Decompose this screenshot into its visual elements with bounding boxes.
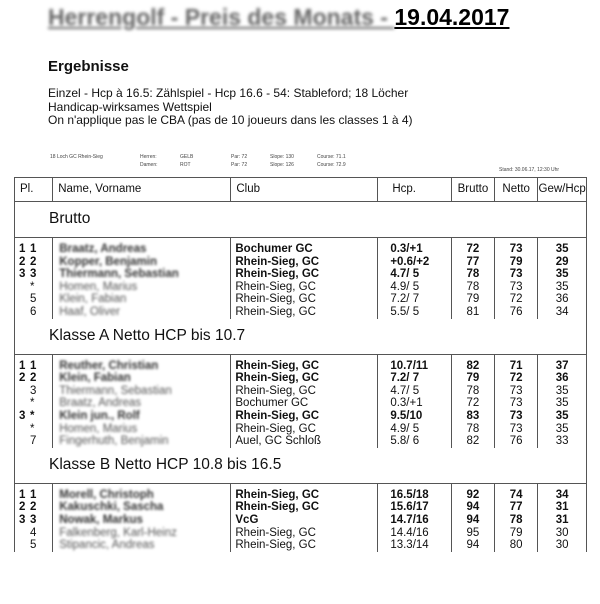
table-row — [15, 385, 587, 398]
player-name-cell — [53, 281, 231, 294]
gew-cell: 37 — [538, 354, 587, 372]
brutto-cell: 83 — [451, 410, 494, 423]
section-title: Brutto — [15, 202, 587, 238]
player-name-cell — [53, 423, 231, 436]
place-class: 5 — [30, 293, 37, 306]
table-row — [15, 501, 587, 514]
gew-cell: 33 — [538, 435, 587, 448]
netto-cell: 73 — [495, 281, 538, 294]
hcp-cell: 13.3/14 — [378, 539, 451, 552]
table-row — [15, 256, 587, 269]
place-class: 1 — [30, 243, 37, 255]
gew-cell: 35 — [538, 385, 587, 398]
title-date: 19.04.2017 — [394, 4, 510, 30]
hcp-cell: 4.9/ 5 — [378, 423, 451, 436]
player-name: Braatz, Andreas — [59, 243, 147, 255]
hcp-cell: 14.7/16 — [378, 514, 451, 527]
gew-cell: 29 — [538, 256, 587, 269]
player-name: Nowak, Markus — [59, 513, 143, 526]
place-cell — [15, 527, 53, 540]
info-line: Handicap-wirksames Wettspiel — [48, 99, 212, 114]
player-name: Kakuschki, Sascha — [59, 501, 164, 514]
club-cell: Rhein-Sieg, GC — [231, 385, 378, 398]
player-name-cell — [53, 514, 231, 527]
player-name: Homen, Marius — [59, 280, 138, 293]
netto-cell: 74 — [495, 483, 538, 501]
place-overall: 1 — [19, 488, 26, 501]
brutto-cell: 82 — [451, 435, 494, 448]
club-cell: Rhein-Sieg, GC — [231, 527, 378, 540]
gew-cell: 31 — [538, 514, 587, 527]
place-overall: 3 — [19, 513, 26, 526]
player-name: Thiermann, Sebastian — [59, 384, 172, 397]
brutto-cell: 79 — [451, 293, 494, 306]
hcp-cell: 5.8/ 6 — [378, 435, 451, 448]
header-pl: Pl. — [15, 178, 53, 202]
page-title — [48, 4, 509, 31]
hcp-cell: 10.7/11 — [378, 354, 451, 372]
results-table — [14, 177, 587, 552]
section-heading-row — [15, 448, 587, 484]
club-cell: Bochumer GC — [231, 238, 378, 256]
place-overall: 1 — [19, 359, 26, 372]
place-class: 2 — [30, 372, 37, 385]
brutto-cell: 72 — [451, 397, 494, 410]
header-netto: Netto — [495, 178, 538, 202]
gew-cell: 36 — [538, 293, 587, 306]
gew-cell: 35 — [538, 423, 587, 436]
brutto-cell: 78 — [451, 268, 494, 281]
table-row — [15, 306, 587, 319]
place-class: 2 — [30, 501, 37, 514]
place-cell — [15, 423, 53, 436]
hcp-cell: 9.5/10 — [378, 410, 451, 423]
player-name-cell — [53, 501, 231, 514]
place-cell — [15, 385, 53, 398]
gew-cell: 30 — [538, 527, 587, 540]
netto-cell: 79 — [495, 256, 538, 269]
club-cell: Rhein-Sieg, GC — [231, 306, 378, 319]
brutto-cell: 82 — [451, 354, 494, 372]
player-name-cell — [53, 410, 231, 423]
club-cell: Auel, GC Schloß — [231, 435, 378, 448]
hcp-cell: 4.7/ 5 — [378, 268, 451, 281]
place-class: 3 — [30, 384, 37, 397]
tee-colors: GELB ROT — [180, 154, 194, 168]
place-cell — [15, 372, 53, 385]
gew-cell: 34 — [538, 306, 587, 319]
netto-cell: 76 — [495, 435, 538, 448]
player-name: Falkenberg, Karl-Heinz — [59, 526, 177, 539]
header-name: Name, Vorname — [53, 178, 231, 202]
table-row — [15, 268, 587, 281]
par-values: Par: 72 Par: 72 — [231, 154, 248, 168]
netto-cell: 73 — [495, 397, 538, 410]
gew-cell: 35 — [538, 397, 587, 410]
table-row — [15, 435, 587, 448]
place-cell — [15, 483, 53, 501]
player-name: Thiermann, Sebastian — [59, 268, 179, 281]
place-cell — [15, 354, 53, 372]
netto-cell: 73 — [495, 423, 538, 436]
table-row — [15, 410, 587, 423]
info-line: Einzel - Hcp à 16.5: Zählspiel - Hcp 16.6 - 54: Stableford; 18 Löcher — [48, 86, 409, 100]
player-name: Stipancic, Andreas — [59, 539, 155, 552]
club-cell: Rhein-Sieg, GC — [231, 410, 378, 423]
player-name: Kopper, Benjamin — [59, 255, 158, 268]
brutto-cell: 92 — [451, 483, 494, 501]
table-row — [15, 238, 587, 256]
gew-cell: 31 — [538, 501, 587, 514]
gew-cell: 35 — [538, 281, 587, 294]
player-name-cell — [53, 238, 231, 256]
place-class: 3 — [30, 513, 37, 526]
table-row — [15, 397, 587, 410]
place-class: 5 — [30, 539, 37, 552]
brutto-cell: 94 — [451, 501, 494, 514]
netto-cell: 72 — [495, 293, 538, 306]
hcp-cell: 7.2/ 7 — [378, 372, 451, 385]
brutto-cell: 95 — [451, 527, 494, 540]
club-cell: Rhein-Sieg, GC — [231, 483, 378, 501]
brutto-cell: 81 — [451, 306, 494, 319]
player-name: Homen, Marius — [59, 422, 138, 435]
club-cell: Rhein-Sieg, GC — [231, 372, 378, 385]
netto-cell: 80 — [495, 539, 538, 552]
place-class: * — [30, 409, 35, 422]
brutto-cell: 78 — [451, 423, 494, 436]
competition-info — [48, 87, 413, 128]
course-name: 18 Loch GC Rhein-Sieg — [50, 154, 103, 160]
club-cell: Rhein-Sieg, GC — [231, 268, 378, 281]
netto-cell: 73 — [495, 268, 538, 281]
info-line: On n'applique pas le CBA (pas de 10 joueurs dans les classes 1 à 4) — [48, 113, 413, 127]
place-cell — [15, 238, 53, 256]
place-cell — [15, 293, 53, 306]
brutto-cell: 77 — [451, 256, 494, 269]
course-rating-values: Course: 71.1 Course: 72.9 — [317, 154, 346, 168]
brutto-cell: 94 — [451, 514, 494, 527]
table-row — [15, 354, 587, 372]
brutto-cell: 78 — [451, 385, 494, 398]
player-name: Klein jun., Rolf — [59, 409, 140, 422]
club-cell: Rhein-Sieg, GC — [231, 281, 378, 294]
hcp-cell: 0.3/+1 — [378, 238, 451, 256]
header-gew: Gew/Hcp — [538, 178, 587, 202]
player-name: Klein, Fabian — [59, 372, 131, 385]
club-cell: Rhein-Sieg, GC — [231, 539, 378, 552]
place-class: * — [30, 280, 35, 293]
netto-cell: 78 — [495, 514, 538, 527]
player-name-cell — [53, 256, 231, 269]
place-overall: 1 — [19, 243, 26, 255]
player-name-cell — [53, 483, 231, 501]
header-club: Club — [231, 178, 378, 202]
brutto-cell: 79 — [451, 372, 494, 385]
club-cell: Rhein-Sieg, GC — [231, 256, 378, 269]
player-name: Reuther, Christian — [59, 359, 159, 372]
place-cell — [15, 268, 53, 281]
slope-values: Slope: 130 Slope: 126 — [270, 154, 294, 168]
hcp-cell: 0.3/+1 — [378, 397, 451, 410]
table-row — [15, 514, 587, 527]
player-name-cell — [53, 354, 231, 372]
place-cell — [15, 306, 53, 319]
place-cell — [15, 410, 53, 423]
place-class: * — [30, 397, 35, 410]
table-row — [15, 372, 587, 385]
gew-cell: 35 — [538, 268, 587, 281]
player-name: Fingerhuth, Benjamin — [59, 435, 169, 448]
player-name-cell — [53, 306, 231, 319]
netto-cell: 71 — [495, 354, 538, 372]
place-cell — [15, 281, 53, 294]
gew-cell: 34 — [538, 483, 587, 501]
hcp-cell: 5.5/ 5 — [378, 306, 451, 319]
place-class: 6 — [30, 305, 37, 318]
player-name-cell — [53, 293, 231, 306]
place-overall: 2 — [19, 255, 26, 268]
club-cell: VcG — [231, 514, 378, 527]
player-name-cell — [53, 539, 231, 552]
hcp-cell: 16.5/18 — [378, 483, 451, 501]
table-row — [15, 423, 587, 436]
header-brutto: Brutto — [451, 178, 494, 202]
club-cell: Bochumer GC — [231, 397, 378, 410]
netto-cell: 73 — [495, 385, 538, 398]
netto-cell: 79 — [495, 527, 538, 540]
section-heading-row — [15, 202, 587, 238]
hcp-cell: 7.2/ 7 — [378, 293, 451, 306]
place-cell — [15, 539, 53, 552]
place-class: 7 — [30, 435, 37, 448]
place-cell — [15, 397, 53, 410]
player-name: Klein, Fabian — [59, 293, 127, 306]
section-title: Klasse B Netto HCP 10.8 bis 16.5 — [15, 448, 587, 484]
place-cell — [15, 514, 53, 527]
netto-cell: 73 — [495, 410, 538, 423]
player-name-cell — [53, 397, 231, 410]
hcp-cell: 15.6/17 — [378, 501, 451, 514]
status-timestamp: Stand: 30.06.17, 12:30 Uhr — [499, 167, 560, 173]
gew-cell: 35 — [538, 238, 587, 256]
table-row — [15, 281, 587, 294]
player-name-cell — [53, 527, 231, 540]
place-class: 2 — [30, 255, 37, 268]
place-cell — [15, 501, 53, 514]
gew-cell: 36 — [538, 372, 587, 385]
player-name-cell — [53, 372, 231, 385]
table-row — [15, 483, 587, 501]
place-overall: 3 — [19, 268, 26, 281]
club-cell: Rhein-Sieg, GC — [231, 293, 378, 306]
title-event: Herrengolf - Preis des Monats - — [48, 4, 395, 30]
player-name: Braatz, Andreas — [59, 397, 142, 410]
gew-cell: 30 — [538, 539, 587, 552]
hcp-cell: 4.7/ 5 — [378, 385, 451, 398]
hcp-cell: 4.9/ 5 — [378, 281, 451, 294]
place-overall: 3 — [19, 409, 26, 422]
tee-labels: Herren: Damen: — [140, 154, 158, 168]
section-title: Klasse A Netto HCP bis 10.7 — [15, 319, 587, 355]
place-overall: 2 — [19, 501, 26, 514]
place-cell — [15, 256, 53, 269]
hcp-cell: +0.6/+2 — [378, 256, 451, 269]
place-class: 1 — [30, 359, 37, 372]
player-name: Morell, Christoph — [59, 488, 154, 501]
results-heading: Ergebnisse — [48, 58, 129, 75]
netto-cell: 77 — [495, 501, 538, 514]
header-hcp: Hcp. — [378, 178, 451, 202]
netto-cell: 73 — [495, 238, 538, 256]
player-name: Haaf, Oliver — [59, 305, 120, 318]
table-row — [15, 539, 587, 552]
player-name-cell — [53, 385, 231, 398]
club-cell: Rhein-Sieg, GC — [231, 354, 378, 372]
gew-cell: 35 — [538, 410, 587, 423]
place-class: * — [30, 422, 35, 435]
brutto-cell: 94 — [451, 539, 494, 552]
netto-cell: 72 — [495, 372, 538, 385]
table-row — [15, 527, 587, 540]
place-class: 1 — [30, 488, 37, 501]
club-cell: Rhein-Sieg, GC — [231, 501, 378, 514]
place-class: 3 — [30, 268, 37, 281]
section-heading-row — [15, 319, 587, 355]
player-name-cell — [53, 268, 231, 281]
table-row — [15, 293, 587, 306]
netto-cell: 76 — [495, 306, 538, 319]
table-header-row — [15, 178, 587, 202]
place-class: 4 — [30, 526, 37, 539]
place-cell — [15, 435, 53, 448]
brutto-cell: 78 — [451, 281, 494, 294]
brutto-cell: 72 — [451, 238, 494, 256]
hcp-cell: 14.4/16 — [378, 527, 451, 540]
player-name-cell — [53, 435, 231, 448]
club-cell: Rhein-Sieg, GC — [231, 423, 378, 436]
place-overall: 2 — [19, 372, 26, 385]
